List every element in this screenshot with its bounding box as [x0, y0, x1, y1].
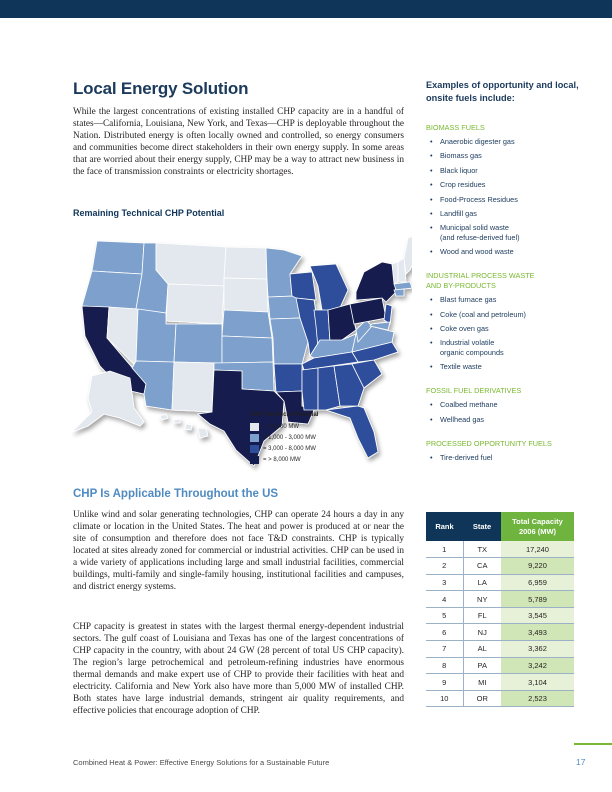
- legend-item: [250, 454, 318, 465]
- fuel-list: [426, 400, 586, 424]
- state-cell: OR: [463, 690, 501, 707]
- header-rank: Rank: [426, 512, 463, 541]
- legend-item: [250, 443, 318, 454]
- state-wa: [92, 241, 144, 274]
- map-title: Remaining Technical CHP Potential: [73, 208, 225, 218]
- state-ct: [394, 289, 404, 296]
- fuel-list-item: • Crop residues: [426, 180, 586, 189]
- fuel-list-item: • Wellhead gas: [426, 415, 586, 424]
- intro-paragraph: While the largest concentrations of existing installed CHP capacity are in a handful of states—California, Louisiana, New York, and Texas—CHP is deployable throughout the Nation. Distributed energy is often locally owned and controlled, so energy consumers and communities become direct stakeholders in their own energy supply. In some areas that are worried about their energy supply, CHP may be a way to attract new business in the face of transmission constraints or electricity shortages.: [73, 107, 404, 177]
- state-ks: [222, 336, 273, 363]
- state-nj: [384, 304, 392, 324]
- fuel-list-item: • Coke (coal and petroleum): [426, 310, 586, 319]
- fuel-list: [426, 137, 586, 256]
- table-row: [426, 641, 574, 658]
- state-fl: [326, 406, 378, 458]
- state-ar: [274, 364, 302, 392]
- table-row: [426, 657, 574, 674]
- state-nd: [224, 247, 267, 279]
- fuel-list-item: • Coke oven gas: [426, 324, 586, 333]
- capacity-cell: 9,220: [501, 558, 574, 575]
- state-mi: [310, 264, 348, 312]
- capacity-cell: 3,545: [501, 607, 574, 624]
- state-ne: [222, 310, 272, 338]
- state-nm: [172, 362, 214, 412]
- state-wy: [166, 284, 224, 324]
- state-ny: [356, 262, 396, 302]
- legend-swatch: [250, 423, 259, 431]
- table-row: [426, 558, 574, 575]
- rank-cell: 2: [426, 558, 463, 575]
- legend-label: = > 8,000 MW: [263, 456, 301, 463]
- rank-cell: 9: [426, 674, 463, 691]
- rank-cell: 3: [426, 574, 463, 591]
- legend-swatch: [250, 456, 259, 464]
- capacity-cell: 5,789: [501, 591, 574, 608]
- table-row: [426, 607, 574, 624]
- fuel-list: [426, 295, 586, 371]
- fuel-category-heading: PROCESSED OPPORTUNITY FUELS: [426, 438, 552, 448]
- fuel-list-item: • Food-Process Residues: [426, 195, 586, 204]
- map-legend: [250, 412, 318, 465]
- rank-cell: 4: [426, 591, 463, 608]
- legend-item: [250, 432, 318, 443]
- body-paragraph-2: CHP capacity is greatest in states with the largest thermal energy-dependent industrial sectors. The gulf coast of Louisiana and Texas has one of the largest concentrations of CHP capacity in the country, with about 24 GW (28 percent of total US CHP capacity). The region’s large petrochemical and petroleum-refining industries have enormous thermal demands and make expert use of CHP to provide their facilities with heat and electricity. California and New York also have more than 5,000 MW of installed CHP. Both states have large industrial demands, stringent air quality requirements, and effective policies that encourage adoption of CHP.: [73, 622, 404, 716]
- fuels-sidebar: [426, 79, 586, 467]
- capacity-cell: 3,493: [501, 624, 574, 641]
- state-cell: AL: [463, 641, 501, 658]
- table-row: [426, 574, 574, 591]
- rank-cell: 6: [426, 624, 463, 641]
- fuel-list-item: • Blast furnace gas: [426, 295, 586, 304]
- state-cell: FL: [463, 607, 501, 624]
- table-row: [426, 624, 574, 641]
- us-chp-potential-map: [52, 226, 412, 476]
- fuel-list-item: • Industrial volatile organic compounds: [426, 338, 586, 356]
- rank-cell: 8: [426, 657, 463, 674]
- state-me: [404, 236, 412, 274]
- fuel-category-heading: INDUSTRIAL PROCESS WASTE AND BY-PRODUCTS: [426, 271, 535, 291]
- section-title: CHP Is Applicable Throughout the US: [73, 488, 279, 500]
- fuel-list-item: • Coalbed methane: [426, 400, 586, 409]
- state-ms: [302, 368, 318, 410]
- legend-label: = 1,000 - 3,000 MW: [263, 434, 316, 441]
- fuel-list-item: • Tire-derived fuel: [426, 453, 586, 462]
- legend-label: = 3,000 - 8,000 MW: [263, 445, 316, 452]
- state-sd: [224, 278, 268, 312]
- fuel-category-heading: FOSSIL FUEL DERIVATIVES: [426, 386, 522, 396]
- legend-label: = <1,000 MW: [263, 423, 300, 430]
- fuel-list-item: • Anaerobic digester gas: [426, 137, 586, 146]
- footer-text: Combined Heat & Power: Effective Energy Solutions for a Sustainable Future: [73, 758, 330, 767]
- page-title: Local Energy Solution: [73, 79, 249, 98]
- fuel-list: [426, 453, 586, 462]
- legend-item: [250, 421, 318, 432]
- state-or: [82, 271, 142, 309]
- fuel-list-item: • Biomass gas: [426, 151, 586, 160]
- state-cell: PA: [463, 657, 501, 674]
- fuel-list-item: • Landfill gas: [426, 209, 586, 218]
- table-row: [426, 690, 574, 707]
- state-mt: [156, 243, 226, 286]
- capacity-cell: 3,104: [501, 674, 574, 691]
- state-hi: [160, 414, 208, 438]
- state-cell: NY: [463, 591, 501, 608]
- table-row: [426, 541, 574, 558]
- header-capacity: Total Capacity 2006 (MW): [501, 512, 574, 541]
- capacity-cell: 17,240: [501, 541, 574, 558]
- table-row: [426, 674, 574, 691]
- state-cell: CA: [463, 558, 501, 575]
- fuel-category-heading: BIOMASS FUELS: [426, 123, 485, 132]
- rank-cell: 10: [426, 690, 463, 707]
- header-state: State: [463, 512, 501, 541]
- footer-accent-rule: [574, 743, 612, 745]
- capacity-cell: 3,362: [501, 641, 574, 658]
- state-wi: [290, 272, 316, 300]
- capacity-table: [426, 512, 574, 707]
- body-paragraph-1: Unlike wind and solar generating technologies, CHP can operate 24 hours a day in any climate or location in the United States. The heat and power is produced at or near the site of consumption and therefore does not face T&D constraints. CHP is typically located at sites already zoned for commercial or industrial activities. CHP can be used in a wide variety of applications including large and small industrial facilities, commercial buildings, multi-family and single-family housing, institutional facilities and campuses, and district energy systems.: [73, 510, 404, 592]
- state-cell: LA: [463, 574, 501, 591]
- legend-swatch: [250, 434, 259, 442]
- table-row: [426, 591, 574, 608]
- state-pa: [350, 298, 386, 324]
- fuel-categories: [426, 123, 586, 462]
- fuel-list-item: • Textile waste: [426, 362, 586, 371]
- state-cell: NJ: [463, 624, 501, 641]
- state-cell: MI: [463, 674, 501, 691]
- state-cell: TX: [463, 541, 501, 558]
- fuel-list-item: • Black liquor: [426, 166, 586, 175]
- rank-cell: 7: [426, 641, 463, 658]
- top-header-bar: [0, 0, 612, 18]
- rank-cell: 5: [426, 607, 463, 624]
- legend-title: CHP Technical Potential: [250, 412, 319, 418]
- capacity-cell: 3,242: [501, 657, 574, 674]
- sidebar-intro: Examples of opportunity and local, onsite fuels include:: [426, 80, 579, 103]
- capacity-cell: 2,523: [501, 690, 574, 707]
- rank-cell: 1: [426, 541, 463, 558]
- legend-swatch: [250, 445, 259, 453]
- fuel-list-item: • Municipal solid waste (and refuse-derived fuel): [426, 223, 586, 241]
- state-ia: [268, 296, 300, 319]
- fuel-list-item: • Wood and wood waste: [426, 247, 586, 256]
- capacity-cell: 6,959: [501, 574, 574, 591]
- page-number: 17: [576, 757, 586, 767]
- state-co: [174, 324, 222, 363]
